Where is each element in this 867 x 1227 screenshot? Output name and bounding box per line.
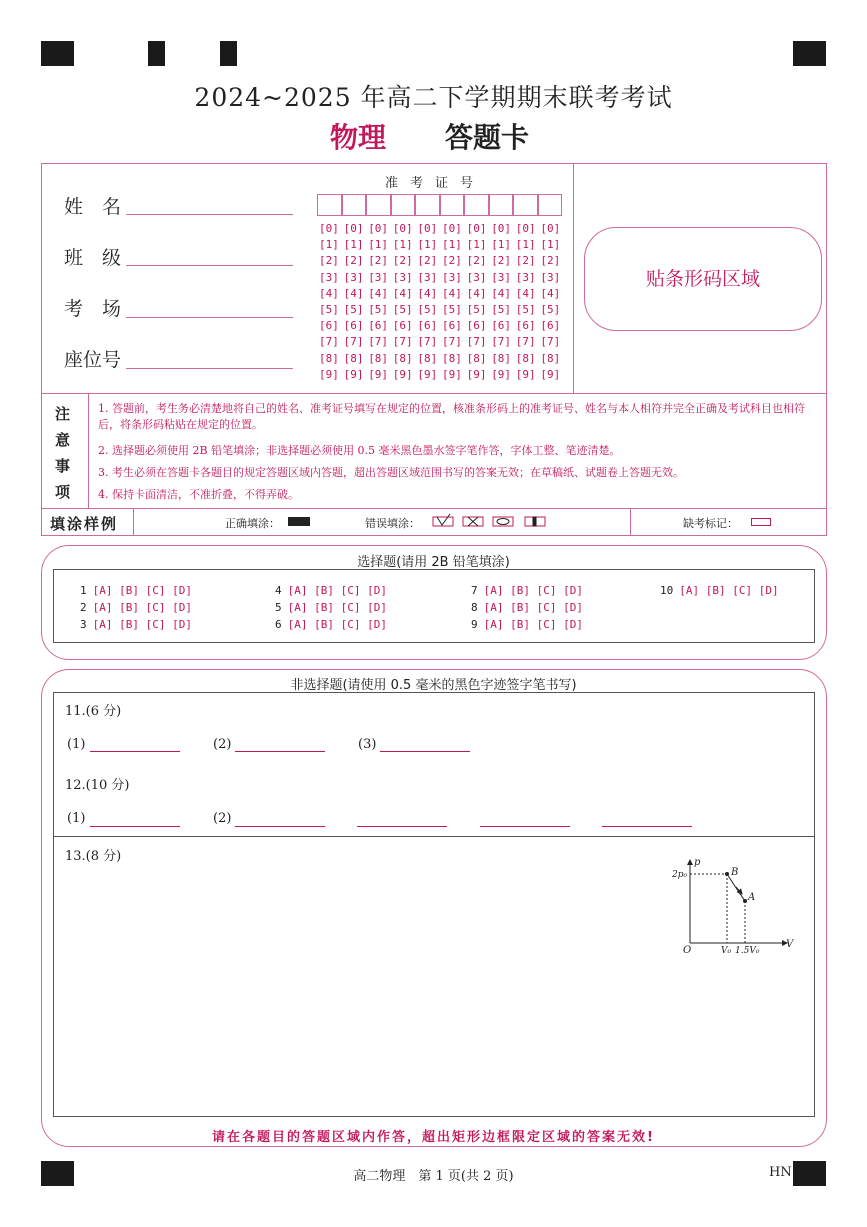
digit-bubble[interactable]: [8] <box>442 351 462 365</box>
origin-label: O <box>683 945 692 956</box>
digit-bubble[interactable]: [4] <box>540 286 561 300</box>
admission-digit-box[interactable] <box>440 194 465 216</box>
digit-bubble[interactable]: [1] <box>343 238 364 252</box>
digit-bubble[interactable]: [9] <box>343 367 364 381</box>
sub-label: (1) <box>67 811 86 826</box>
digit-bubble[interactable]: [1] <box>515 238 536 252</box>
digit-bubble[interactable]: [9] <box>540 367 561 381</box>
digit-bubble[interactable]: [9] <box>491 367 512 381</box>
digit-bubble[interactable]: [1] <box>540 238 561 252</box>
divider <box>133 508 134 536</box>
digit-bubble[interactable]: [3] <box>392 270 413 284</box>
sub-label: (2) <box>213 811 232 826</box>
digit-bubble[interactable]: [7] <box>319 335 339 349</box>
digit-bubble[interactable]: [3] <box>417 270 438 284</box>
digit-bubble[interactable]: [4] <box>368 286 389 300</box>
digit-bubble[interactable]: [6] <box>392 319 413 333</box>
digit-bubble[interactable]: [1] <box>392 238 413 252</box>
digit-bubble[interactable]: [5] <box>417 303 438 316</box>
digit-bubble[interactable]: [8] <box>392 351 413 365</box>
question-number: 3 <box>80 618 87 631</box>
question-number: 7 <box>471 584 478 597</box>
digit-bubble[interactable]: [5] <box>491 303 512 316</box>
class-label: 班 级 <box>64 247 122 269</box>
digit-bubble[interactable]: [5] <box>540 303 561 316</box>
digit-bubble[interactable]: [7] <box>466 335 487 349</box>
digit-bubble[interactable]: [4] <box>417 286 438 300</box>
question-number: 10 <box>660 584 674 597</box>
choice-options[interactable]: [A] [B] [C] [D] <box>92 618 192 631</box>
digit-bubble[interactable]: [5] <box>466 303 487 316</box>
digit-bubble[interactable]: [0] <box>540 222 561 235</box>
choice-question[interactable] <box>275 601 387 614</box>
choice-options[interactable]: [A] [B] [C] [D] <box>483 618 583 631</box>
answer-card-title: 答题卡 <box>445 121 530 154</box>
digit-bubble[interactable]: [3] <box>343 270 364 284</box>
digit-bubble[interactable]: [9] <box>319 367 339 381</box>
digit-bubble[interactable]: [6] <box>466 319 487 333</box>
digit-bubble[interactable]: [4] <box>319 286 339 300</box>
sub-label: (2) <box>213 737 232 752</box>
digit-bubble[interactable]: [9] <box>417 367 438 381</box>
digit-bubble[interactable]: [0] <box>368 222 389 235</box>
sub-label: (3) <box>358 737 377 752</box>
digit-bubble[interactable]: [6] <box>515 319 536 333</box>
digit-bubble[interactable]: [7] <box>442 335 462 349</box>
digit-bubble[interactable]: [4] <box>466 286 487 300</box>
question-number: 5 <box>275 601 282 614</box>
digit-bubble[interactable]: [0] <box>319 222 339 235</box>
digit-bubble[interactable]: [0] <box>442 222 462 235</box>
notice-item: 2. 选择题必须使用 2B 铅笔填涂；非选择题必须使用 0.5 毫米黑色墨水签字笔作答，字体工整、笔迹清楚。 <box>98 444 621 457</box>
question-number: 6 <box>275 618 282 631</box>
choice-options[interactable]: [A] [B] [C] [D] <box>679 584 779 597</box>
digit-bubble[interactable]: [4] <box>515 286 536 300</box>
digit-bubble[interactable]: [2] <box>417 254 438 268</box>
notice-heading-char: 项 <box>55 483 71 501</box>
digit-bubble[interactable]: [2] <box>319 254 339 268</box>
admission-digit-box[interactable] <box>415 194 440 216</box>
choice-header: 选择题(请用 2B 铅笔填涂) <box>357 555 510 570</box>
notice-item: 4. 保持卡面清洁，不准折叠，不得弄破。 <box>98 488 299 501</box>
choice-question[interactable] <box>80 601 192 614</box>
fill-sample-title: 填涂样例 <box>50 515 119 533</box>
choice-question[interactable] <box>471 601 583 614</box>
digit-bubble[interactable]: [3] <box>442 270 462 284</box>
question-number: 2 <box>80 601 87 614</box>
digit-bubble[interactable]: [1] <box>319 238 339 252</box>
digit-bubble[interactable]: [3] <box>466 270 487 284</box>
answer-blank[interactable] <box>480 826 570 827</box>
answer-blank[interactable] <box>357 826 447 827</box>
barcode-area: 贴条形码区域 <box>584 227 822 331</box>
registration-mark <box>148 41 165 66</box>
admission-digit-box[interactable] <box>342 194 367 216</box>
digit-bubble[interactable]: [1] <box>442 238 462 252</box>
registration-mark <box>41 41 74 66</box>
digit-bubble[interactable]: [6] <box>491 319 512 333</box>
digit-bubble[interactable]: [7] <box>343 335 364 349</box>
digit-bubble[interactable]: [0] <box>392 222 413 235</box>
answer-blank[interactable] <box>235 751 325 752</box>
wrong-fill-label: 错误填涂： <box>365 517 420 530</box>
digit-bubble[interactable]: [9] <box>466 367 487 381</box>
seat-field[interactable] <box>126 368 293 369</box>
page-number: 高二物理 第 1 页(共 2 页) <box>353 1169 514 1184</box>
digit-bubble[interactable]: [7] <box>417 335 438 349</box>
digit-bubble[interactable]: [1] <box>417 238 438 252</box>
admission-digit-box[interactable] <box>513 194 538 216</box>
correct-fill-mark <box>288 517 310 526</box>
admission-digit-box[interactable] <box>366 194 391 216</box>
digit-bubble[interactable]: [4] <box>491 286 512 300</box>
choice-options[interactable]: [A] [B] [C] [D] <box>92 584 192 597</box>
name-label: 姓 名 <box>64 196 122 218</box>
admission-digit-box[interactable] <box>464 194 489 216</box>
admission-digit-box[interactable] <box>489 194 514 216</box>
digit-bubble[interactable]: [0] <box>466 222 487 235</box>
choice-question[interactable] <box>80 618 192 631</box>
digit-bubble[interactable]: [6] <box>319 319 339 333</box>
digit-bubble[interactable]: [6] <box>442 319 462 333</box>
point-a-label: A <box>748 892 756 903</box>
digit-bubble[interactable]: [9] <box>515 367 536 381</box>
pv-graph <box>672 855 797 960</box>
digit-bubble[interactable]: [9] <box>392 367 413 381</box>
absent-mark-box[interactable] <box>751 518 771 526</box>
answer-blank[interactable] <box>90 826 180 827</box>
digit-bubble[interactable]: [0] <box>417 222 438 235</box>
digit-bubble[interactable]: [0] <box>515 222 536 235</box>
digit-bubble[interactable]: [5] <box>343 303 364 316</box>
digit-bubble[interactable]: [2] <box>442 254 462 268</box>
notice-heading-char: 事 <box>55 457 71 475</box>
digit-bubble[interactable]: [2] <box>540 254 561 268</box>
digit-bubble[interactable]: [5] <box>368 303 389 316</box>
pv-point-a <box>743 899 747 903</box>
answer-blank[interactable] <box>90 751 180 752</box>
choice-options[interactable]: [A] [B] [C] [D] <box>287 601 387 614</box>
digit-bubble[interactable]: [2] <box>466 254 487 268</box>
choice-options[interactable]: [A] [B] [C] [D] <box>483 601 583 614</box>
choice-options[interactable]: [A] [B] [C] [D] <box>483 584 583 597</box>
question-number: 4 <box>275 584 282 597</box>
question-number: 9 <box>471 618 478 631</box>
registration-mark <box>220 41 237 66</box>
choice-question[interactable] <box>471 584 583 597</box>
digit-bubble[interactable]: [6] <box>343 319 364 333</box>
admission-number-label: 准考证号 <box>385 176 486 191</box>
answer-area-11-12[interactable] <box>53 692 815 837</box>
sub-label: (1) <box>67 737 86 752</box>
question-11-label: 11.(6 分) <box>65 704 122 719</box>
digit-bubble[interactable]: [2] <box>491 254 512 268</box>
digit-bubble[interactable]: [5] <box>392 303 413 316</box>
digit-bubble[interactable]: [3] <box>491 270 512 284</box>
divider <box>573 163 574 394</box>
choice-options[interactable]: [A] [B] [C] [D] <box>287 584 387 597</box>
question-13-label: 13.(8 分) <box>65 849 122 864</box>
answer-blank[interactable] <box>602 826 692 827</box>
digit-bubble[interactable]: [7] <box>392 335 413 349</box>
digit-bubble[interactable]: [5] <box>442 303 462 316</box>
seat-label: 座位号 <box>64 349 122 371</box>
answer-blank[interactable] <box>235 826 325 827</box>
digit-bubble[interactable]: [3] <box>515 270 536 284</box>
point-b-label: B <box>731 867 739 878</box>
digit-bubble[interactable]: [6] <box>368 319 389 333</box>
admission-digit-box[interactable] <box>317 194 342 216</box>
digit-bubble[interactable]: [3] <box>319 270 339 284</box>
digit-bubble[interactable]: [4] <box>442 286 462 300</box>
digit-bubble[interactable]: [4] <box>343 286 364 300</box>
digit-bubble[interactable]: [5] <box>319 303 339 316</box>
notice-heading-char: 意 <box>55 431 71 449</box>
answer-blank[interactable] <box>380 751 470 752</box>
choice-question[interactable] <box>660 584 779 597</box>
name-field[interactable] <box>126 214 293 215</box>
choice-question[interactable] <box>275 584 387 597</box>
digit-bubble[interactable]: [4] <box>392 286 413 300</box>
question-number: 8 <box>471 601 478 614</box>
notice-item: 3. 考生必须在答题卡各题目的规定答题区域内答题，超出答题区域范围书写的答案无效；在草稿纸、试题卷上答题无效。 <box>98 466 684 479</box>
pv-point-b <box>725 872 729 876</box>
digit-bubble[interactable]: [7] <box>515 335 536 349</box>
digit-bubble[interactable]: [6] <box>417 319 438 333</box>
subject-title: 物理 <box>330 121 387 154</box>
digit-bubble[interactable]: [1] <box>368 238 389 252</box>
v-tick-label: V₀ <box>721 946 732 956</box>
wrong-fill-marks <box>430 513 550 529</box>
digit-bubble[interactable]: [1] <box>491 238 512 252</box>
digit-bubble[interactable]: [5] <box>515 303 536 316</box>
digit-bubble[interactable]: [2] <box>343 254 364 268</box>
digit-bubble[interactable]: [1] <box>466 238 487 252</box>
digit-bubble[interactable]: [9] <box>368 367 389 381</box>
room-label: 考 场 <box>64 298 122 320</box>
digit-bubble[interactable]: [2] <box>392 254 413 268</box>
digit-bubble[interactable]: [9] <box>442 367 462 381</box>
choice-question[interactable] <box>275 618 387 631</box>
notice-heading-char: 注 <box>55 405 71 423</box>
v-tick-label: 1.5V₀ <box>735 946 760 956</box>
v-axis-label: V <box>786 939 794 950</box>
digit-bubble[interactable]: [8] <box>319 351 339 365</box>
digit-bubble[interactable]: [3] <box>540 270 561 284</box>
p-tick-label: 2p₀ <box>672 870 688 880</box>
divider <box>630 508 631 536</box>
room-field[interactable] <box>126 317 293 318</box>
digit-bubble[interactable]: [0] <box>491 222 512 235</box>
admission-digit-box[interactable] <box>391 194 416 216</box>
digit-bubble[interactable]: [2] <box>368 254 389 268</box>
digit-bubble[interactable]: [8] <box>368 351 389 365</box>
registration-mark <box>793 41 826 66</box>
digit-bubble[interactable]: [8] <box>466 351 487 365</box>
digit-bubble[interactable]: [8] <box>343 351 364 365</box>
digit-bubble[interactable]: [8] <box>491 351 512 365</box>
digit-bubble[interactable]: [3] <box>368 270 389 284</box>
notice-item: 1. 答题前，考生务必清楚地将自己的姓名、准考证号填写在规定的位置，核准条形码上的准考证号、姓名与本人相符并完全正确及考试科目也相符后，将条形码粘贴在规定的位置。 <box>98 402 805 431</box>
digit-bubble[interactable]: [2] <box>515 254 536 268</box>
answer-area-warning: 请在各题目的答题区域内作答，超出矩形边框限定区域的答案无效! <box>212 1130 655 1145</box>
question-12-label: 12.(10 分) <box>65 778 130 793</box>
choice-question[interactable] <box>80 584 192 597</box>
choice-options[interactable]: [A] [B] [C] [D] <box>92 601 192 614</box>
digit-bubble[interactable]: [8] <box>515 351 536 365</box>
choice-options[interactable]: [A] [B] [C] [D] <box>287 618 387 631</box>
correct-fill-label: 正确填涂： <box>225 517 280 530</box>
nonchoice-header: 非选择题(请使用 0.5 毫米的黑色字迹签字笔书写) <box>290 678 577 693</box>
class-field[interactable] <box>126 265 293 266</box>
digit-bubble[interactable]: [7] <box>368 335 389 349</box>
digit-bubble[interactable]: [6] <box>540 319 561 333</box>
question-number: 1 <box>80 584 87 597</box>
digit-bubble[interactable]: [8] <box>540 351 561 365</box>
p-axis-label: p <box>694 857 701 868</box>
digit-bubble[interactable]: [7] <box>540 335 561 349</box>
notice-heading <box>41 393 89 509</box>
digit-bubble[interactable]: [8] <box>417 351 438 365</box>
admission-digit-box[interactable] <box>538 194 563 216</box>
digit-bubble[interactable]: [7] <box>491 335 512 349</box>
choice-question[interactable] <box>471 618 583 631</box>
region-code: HN <box>769 1165 792 1180</box>
absent-mark-label: 缺考标记： <box>683 517 738 530</box>
exam-title: 2024~2025 年高二下学期期末联考考试 <box>194 83 673 112</box>
digit-bubble[interactable]: [0] <box>343 222 364 235</box>
